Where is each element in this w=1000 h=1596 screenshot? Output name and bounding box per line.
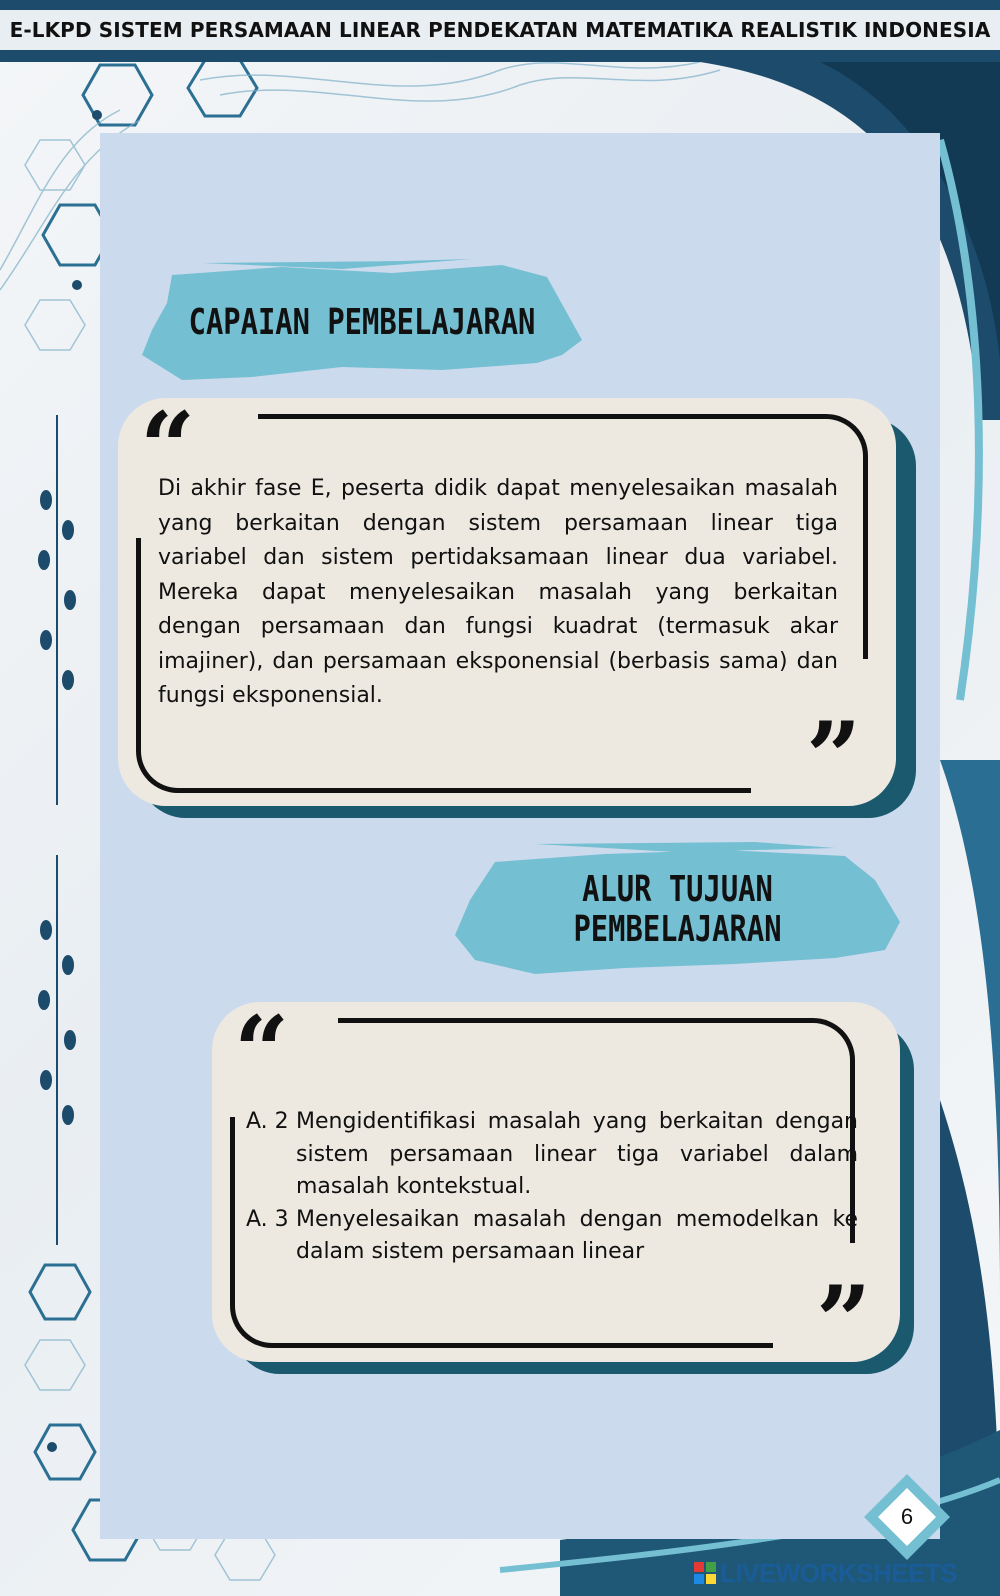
alur-list [246,1106,858,1269]
header-title-strip [0,10,1000,50]
capaian-card [118,391,916,818]
list-item [246,1106,858,1204]
open-quote-icon: “ [234,995,290,1108]
list-item-number: A. 2 [246,1109,289,1134]
page-number: 6 [900,1504,914,1529]
header-bar [0,0,1000,62]
logo-text: LIVEWORKSHEETS [720,1557,958,1588]
logo-square-v [694,1574,704,1584]
document-title: E-LKPD SISTEM PERSAMAAN LINEAR PENDEKATAN MATEMATIKA REALISTIK INDONESIA [9,18,991,42]
capaian-heading: CAPAIAN PEMBELAJARAN [188,301,536,343]
logo-square-e [706,1574,716,1584]
alur-heading-line1: ALUR TUJUAN [582,869,773,911]
alur-heading-line2: PEMBELAJARAN [573,909,782,950]
logo-square-i [706,1562,716,1572]
open-quote-icon: “ [140,391,196,504]
close-quote-icon: ” [806,701,862,814]
alur-heading [500,840,856,980]
capaian-heading-banner [142,255,582,390]
logo-square-l [694,1562,704,1572]
list-item-number: A. 3 [246,1206,289,1232]
alur-card [212,995,914,1378]
close-quote-icon: ” [816,1265,872,1378]
list-item [246,1204,858,1269]
logo-mark-icon [694,1562,716,1584]
capaian-text: Di akhir fase E, peserta didik dapat menyelesaikan masalah yang berkaitan dengan sistem persamaan linear tiga variabel dan sistem pertidaksamaan linear dua variabel. Mereka dapat menyelesaikan masalah yang berkaitan dengan persamaan dan fungsi kuadrat (termasuk akar imajiner), dan persamaan eksponensial (berbasis sama) dan fungsi eksponensial. [158,476,838,708]
liveworksheets-logo[interactable] [694,1558,957,1588]
alur-heading-banner [455,840,900,980]
list-item-text: Mengidentifikasi masalah yang berkaitan dengan sistem persamaan linear tiga variabel dalam masalah kontekstual. [296,1109,858,1199]
page-number-badge [862,1472,952,1562]
list-item-text: Menyelesaikan masalah dengan memodelkan ke dalam sistem persamaan linear [296,1206,858,1264]
